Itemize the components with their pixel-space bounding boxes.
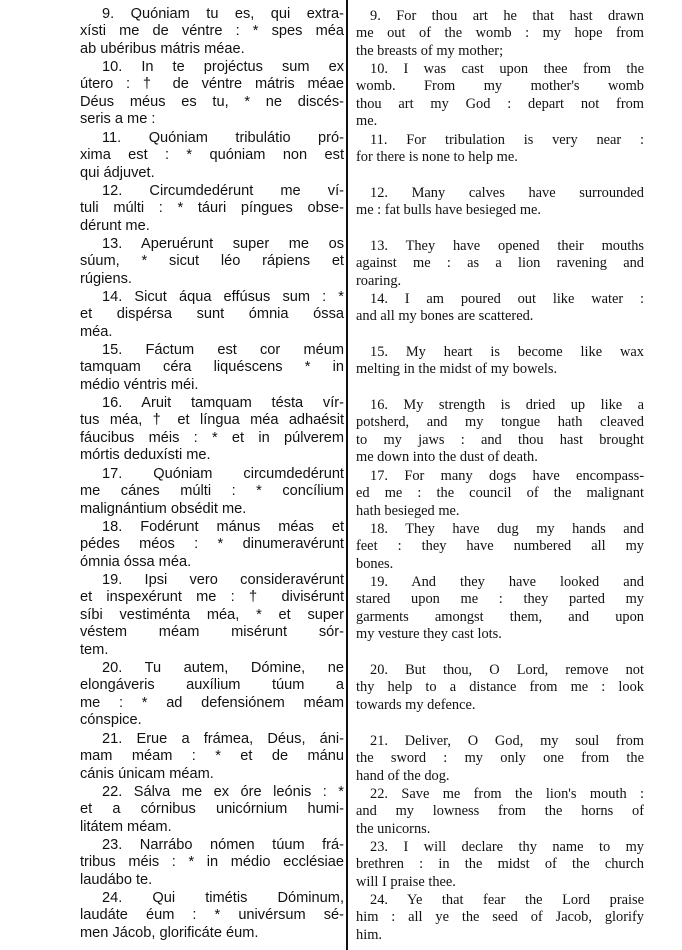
latin-verse-line: 21. Erue a frámea, Déus, áni- bbox=[102, 731, 344, 747]
latin-verse-line: malignántium obsédit me. bbox=[80, 500, 247, 517]
english-verse-line: melting in the midst of my bowels. bbox=[356, 361, 558, 378]
column-divider bbox=[346, 0, 348, 950]
latin-verse bbox=[80, 59, 344, 129]
latin-verse bbox=[80, 837, 344, 889]
latin-verse-line: 23. Narrábo nómen túum frá- bbox=[102, 837, 344, 853]
english-verse bbox=[356, 344, 644, 379]
latin-verse-line: tus méa, † et língua méa adhaésit bbox=[80, 412, 344, 429]
english-verse-line: me : fat bulls have besieged me. bbox=[356, 202, 542, 219]
english-column bbox=[356, 0, 644, 950]
english-verse-line: him. bbox=[356, 926, 382, 943]
english-verse-line: 18. They have dug my hands and bbox=[370, 521, 644, 537]
latin-verse-line: xísti me de véntre : * spes méa bbox=[80, 23, 344, 40]
english-verse-line: hand of the dog. bbox=[356, 767, 450, 784]
latin-verse-line: 17. Quóniam circumdedérunt bbox=[102, 466, 344, 482]
latin-verse-line: rúgiens. bbox=[80, 270, 132, 287]
latin-verse-line: cánis únicam méam. bbox=[80, 765, 214, 782]
english-verse-line: brethren : in the midst of the church bbox=[356, 856, 644, 873]
english-verse-line: thou art my God : depart not from bbox=[356, 95, 644, 112]
latin-verse-line: súum, * sicut léo rápiens et bbox=[80, 253, 344, 270]
latin-verse-line: 15. Fáctum est cor méum bbox=[102, 342, 344, 358]
latin-verse-line: elongáveris auxílium túum a bbox=[80, 677, 344, 694]
english-verse-line: the breasts of my mother; bbox=[356, 42, 504, 59]
latin-verse-line: tribus méis : * in médio ecclésiae bbox=[80, 854, 344, 871]
latin-verse-line: laudábo te. bbox=[80, 871, 153, 888]
english-verse bbox=[356, 786, 644, 838]
english-verse bbox=[356, 238, 644, 290]
english-verse-line: thy help to a distance from me : look bbox=[356, 679, 644, 696]
english-verse-line: me. bbox=[356, 113, 378, 130]
latin-column bbox=[80, 0, 344, 950]
english-verse-line: against me : as a lion ravening and bbox=[356, 255, 644, 272]
english-verse-line: 11. For tribulation is very near : bbox=[370, 132, 644, 148]
latin-verse bbox=[80, 660, 344, 730]
latin-verse-line: et dispérsa sunt ómnia óssa bbox=[80, 306, 344, 323]
latin-verse-line: tuli múlti : * táuri píngues obse- bbox=[80, 200, 344, 217]
english-verse-line: 15. My heart is become like wax bbox=[370, 344, 644, 360]
latin-verse-line: laudáte éum : * univérsum sé- bbox=[80, 907, 344, 924]
latin-verse-line: 16. Aruit tamquam tésta vír- bbox=[102, 395, 344, 411]
english-verse-line: potsherd, and my tongue hath cleaved bbox=[356, 414, 644, 431]
english-verse bbox=[356, 468, 644, 520]
latin-verse-line: 13. Aperuérunt super me os bbox=[102, 236, 344, 252]
latin-verse-line: pédes méos : * dinumeravérunt bbox=[80, 536, 344, 553]
latin-verse-line: Déus méus es tu, * ne discés- bbox=[80, 93, 344, 110]
english-verse-line: 20. But thou, O Lord, remove not bbox=[370, 662, 644, 678]
english-verse-line: the sword : my only one from the bbox=[356, 750, 644, 767]
english-verse-line: 12. Many calves have surrounded bbox=[370, 185, 644, 201]
latin-verse-line: 19. Ipsi vero consideravérunt bbox=[102, 572, 344, 588]
latin-verse bbox=[80, 395, 344, 465]
english-verse-line: 16. My strength is dried up like a bbox=[370, 397, 644, 413]
english-verse bbox=[356, 892, 644, 944]
english-verse-line: me down into the dust of death. bbox=[356, 449, 538, 466]
latin-verse-line: médio véntris méi. bbox=[80, 376, 199, 393]
english-verse-line: bones. bbox=[356, 555, 394, 572]
latin-verse-line: tamquam céra liquéscens * in bbox=[80, 359, 344, 376]
latin-verse bbox=[80, 130, 344, 182]
english-verse-line: 10. I was cast upon thee from the bbox=[370, 61, 644, 77]
english-verse bbox=[356, 662, 644, 714]
english-verse-line: 19. And they have looked and bbox=[370, 574, 644, 590]
latin-verse bbox=[80, 519, 344, 571]
latin-verse-line: 11. Quóniam tribulátio pró- bbox=[102, 130, 344, 146]
latin-verse-line: me : * ad defensiónem méam bbox=[80, 694, 344, 711]
latin-verse-line: ómnia óssa méa. bbox=[80, 553, 192, 570]
latin-verse-line: men Jácob, glorificáte éum. bbox=[80, 924, 259, 941]
english-verse-line: the unicorns. bbox=[356, 820, 431, 837]
latin-verse-line: ab ubéribus mátris méae. bbox=[80, 40, 245, 57]
english-verse-line: 23. I will declare thy name to my bbox=[370, 839, 644, 855]
english-verse bbox=[356, 8, 644, 60]
latin-verse bbox=[80, 6, 344, 58]
latin-verse-line: cónspice. bbox=[80, 712, 142, 729]
latin-verse bbox=[80, 890, 344, 942]
latin-verse-line: xima est : * quóniam non est bbox=[80, 147, 344, 164]
latin-verse-line: qui ádjuvet. bbox=[80, 164, 155, 181]
english-verse bbox=[356, 61, 644, 131]
english-verse-line: 13. They have opened their mouths bbox=[370, 238, 644, 254]
latin-verse-line: litátem méam. bbox=[80, 818, 172, 835]
english-verse bbox=[356, 291, 644, 326]
latin-verse-line: me cánes múlti : * concílium bbox=[80, 483, 344, 500]
latin-verse-line: méa. bbox=[80, 323, 113, 340]
latin-verse-line: 24. Qui timétis Dóminum, bbox=[102, 890, 344, 906]
latin-verse-line: 22. Sálva me ex óre leónis : * bbox=[102, 784, 344, 800]
latin-verse-line: véstem méam misérunt sór- bbox=[80, 624, 344, 641]
english-verse-line: garments amongst them, and upon bbox=[356, 608, 644, 625]
latin-verse-line: 12. Circumdedérunt me ví- bbox=[102, 183, 344, 199]
latin-verse-line: mam méam : * et de mánu bbox=[80, 748, 344, 765]
english-verse-line: and my lowness from the horns of bbox=[356, 803, 644, 820]
latin-verse-line: mórtis deduxísti me. bbox=[80, 447, 211, 464]
english-verse-line: to my jaws : and thou hast brought bbox=[356, 431, 644, 448]
english-verse-line: roaring. bbox=[356, 272, 402, 289]
english-verse-line: 21. Deliver, O God, my soul from bbox=[370, 733, 644, 749]
english-verse-line: hath besieged me. bbox=[356, 502, 460, 519]
english-verse-line: 24. Ye that fear the Lord praise bbox=[370, 892, 644, 908]
latin-verse-line: fáucibus méis : * et in púlverem bbox=[80, 429, 344, 446]
english-verse-line: and all my bones are scattered. bbox=[356, 308, 534, 325]
english-verse bbox=[356, 185, 644, 220]
english-verse bbox=[356, 733, 644, 785]
latin-verse-line: tem. bbox=[80, 641, 109, 658]
latin-verse bbox=[80, 572, 344, 659]
latin-verse-line: útero : † de véntre mátris méae bbox=[80, 76, 344, 93]
latin-verse-line: et a córnibus unicórnium humi- bbox=[80, 801, 344, 818]
latin-verse-line: seris a me : bbox=[80, 111, 156, 128]
latin-verse-line: 18. Fodérunt mánus méas et bbox=[102, 519, 344, 535]
english-verse bbox=[356, 132, 644, 167]
english-verse-line: for there is none to help me. bbox=[356, 149, 518, 166]
latin-verse bbox=[80, 342, 344, 394]
english-verse-line: my vesture they cast lots. bbox=[356, 626, 502, 643]
english-verse bbox=[356, 521, 644, 573]
latin-verse bbox=[80, 784, 344, 836]
english-verse-line: towards my defence. bbox=[356, 696, 476, 713]
english-verse-line: will I praise thee. bbox=[356, 873, 456, 890]
latin-verse bbox=[80, 289, 344, 341]
english-verse-line: 9. For thou art he that hast drawn bbox=[370, 8, 644, 24]
english-verse-line: ed me : the council of the malignant bbox=[356, 485, 644, 502]
latin-verse bbox=[80, 183, 344, 235]
english-verse-line: 17. For many dogs have encompass- bbox=[370, 468, 644, 484]
latin-verse-line: 14. Sicut áqua effúsus sum : * bbox=[102, 289, 344, 305]
latin-verse-line: síbi vestiménta méa, * et super bbox=[80, 606, 344, 623]
english-verse-line: him : all ye the seed of Jacob, glorify bbox=[356, 909, 644, 926]
english-verse-line: me out of the womb : my hope from bbox=[356, 25, 644, 42]
latin-verse bbox=[80, 466, 344, 518]
english-verse bbox=[356, 839, 644, 891]
english-verse-line: stared upon me : they parted my bbox=[356, 591, 644, 608]
english-verse-line: 22. Save me from the lion's mouth : bbox=[370, 786, 644, 802]
english-verse-line: 14. I am poured out like water : bbox=[370, 291, 644, 307]
latin-verse-line: dérunt me. bbox=[80, 217, 150, 234]
latin-verse bbox=[80, 731, 344, 783]
latin-verse-line: 20. Tu autem, Dómine, ne bbox=[102, 660, 344, 676]
latin-verse bbox=[80, 236, 344, 288]
english-verse-line: womb. From my mother's womb bbox=[356, 78, 644, 95]
latin-verse-line: 10. In te projéctus sum ex bbox=[102, 59, 344, 75]
latin-verse-line: et inspexérunt me : † divisérunt bbox=[80, 589, 344, 606]
latin-verse-line: 9. Quóniam tu es, qui extra- bbox=[102, 6, 344, 22]
english-verse-line: feet : they have numbered all my bbox=[356, 538, 644, 555]
english-verse bbox=[356, 397, 644, 467]
english-verse bbox=[356, 574, 644, 644]
